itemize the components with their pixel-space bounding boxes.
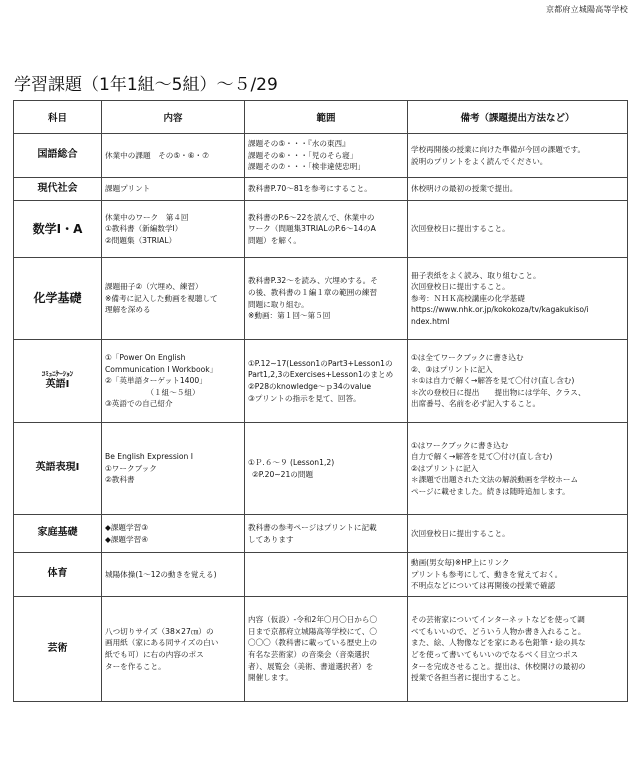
range-line: ②P28のknowledge～ｐ34のvalue [248,382,371,391]
notes-line: 休校明けの最初の授業で提出。 [411,184,518,194]
notes-line: どを使って書いてもいいのでなるべく目立つポス [411,650,579,659]
table-row [14,134,628,178]
range-line: 課題その⑤・・・『水の東西』 [248,139,350,149]
content-line: 課題プリント [105,184,151,194]
range-line: 教科書P.70～81を参考にすること。 [248,184,372,194]
table-row [14,178,628,201]
range-line: Part1,2,3のExercises+Lesson1のまとめ [248,370,394,380]
content-line: 理解を深める [105,305,151,315]
content-line: 紙でも可）に右の内容のポス [105,650,204,659]
range-line: 課題その⑥・・・「児のそら寝」 [248,150,358,160]
content-line: 休業中の課題 その⑤・⑥・⑦ [105,150,209,160]
content-line: ②「英単語ターゲット1400」 [105,376,207,386]
content-line: 課題冊子②（穴埋め、練習） [105,282,203,292]
range-line: 日まで京都府立城陽高等学校にて、〇 [248,626,377,636]
subject-name: 体育 [47,568,68,580]
notes-line: 説明のプリントをよく読んでください。 [411,156,548,166]
range-cell [245,597,408,702]
notes-line: 次回登校日に提出すること。 [411,224,510,234]
notes-line: プリントも参考にして、動きを覚えておく。 [411,569,563,579]
range-line: 開催します。 [248,673,293,683]
content-line: （１組～５組） [146,387,200,397]
subject-name: 化学基礎 [33,291,82,305]
range-line: 問題に取り組む。 [248,299,309,309]
table-row [14,340,628,423]
subject-name: 英語Ⅰ [45,379,70,391]
notes-line: 動画(男女毎)※HP上にリンク [411,558,510,568]
range-line: 有名な芸術家）の音楽会（音楽選択 [248,650,370,659]
range-cell [245,423,408,515]
header-range: 範囲 [245,101,408,134]
content-line: ①教科書（新編数学Ⅰ） [105,224,183,234]
notes-line: 次回登校日に提出すること。 [411,282,510,292]
notes-line: 冊子表紙をよく読み、取り組むこと。 [411,270,541,280]
subject-name: 国語総合 [37,149,78,161]
content-cell [102,515,245,553]
content-line: ◆課題学習④ [105,534,149,544]
content-line: 八つ切りサイズ（38×27㎝）の [105,626,214,636]
notes-line: 授業で各担当者に提出すること。 [411,673,525,683]
header-notes: 備考（課題提出方法など） [408,101,628,134]
subject-cell [14,423,102,515]
range-cell [245,201,408,258]
range-line: 課題その⑦・・・「検非違使忠明」 [248,162,365,172]
content-line: Be English Expression Ⅰ [105,452,194,462]
notes-line: その芸術家についてインターネットなどを使って調 [411,615,585,625]
content-cell [102,178,245,201]
notes-line: ＊課題で出題された文法の解説動画を学校ホーム [411,475,579,485]
notes-line: ページに載せました。続きは随時追加します。 [411,486,570,496]
range-line: してあります [248,534,294,544]
notes-line: べてもいいので、どういう人物か書き入れること。 [411,626,586,636]
subject-cell [14,515,102,553]
content-line: 休業中のワーク 第４回 [105,212,189,222]
content-cell [102,553,245,597]
content-line: 城陽体操(1～12の動きを覚える) [105,569,217,579]
page-title: 学習課題（1年1組～5組）～５/29 [14,75,278,95]
content-line: ③英語での自己紹介 [105,399,173,409]
notes-line: ＊次の登校日に提出 提出物には学年、クラス、 [411,387,586,397]
subject-cell [14,340,102,423]
range-line: ワーク（問題集3TRIALのP.6～14のA [248,224,376,234]
range-cell [245,515,408,553]
range-line: ※動画：第１回～第５回 [248,311,331,321]
table-row [14,258,628,340]
notes-cell [408,553,628,597]
table-header-row [14,101,628,134]
notes-line: 出席番号、名前を必ず記入すること。 [411,399,541,409]
range-line: ①P.12~17(Lesson1のPart3+Lesson1の [248,358,393,368]
range-cell [245,340,408,423]
notes-cell [408,515,628,553]
subject-cell [14,134,102,178]
range-line: 〇〇〇（教科書に載っている歴史上の [248,638,378,648]
subject-name: 英語表現Ⅰ [35,462,80,474]
notes-line: 次回登校日に提出すること。 [411,528,510,538]
notes-line: ①は全てワークブックに書き込む [411,353,524,363]
table-row [14,553,628,597]
range-line: 内容（仮設）-令和2年〇月〇日から〇 [248,615,378,625]
subject-cell [14,178,102,201]
notes-line: 不明点などについては再開後の授業で確認 [411,581,556,591]
notes-line: ②はプリントに記入 [411,463,479,473]
range-line: ①Ｐ.６～９ (Lesson1,2) [248,457,335,467]
subject-cell [14,597,102,702]
range-line: ②P.20~21の問題 [252,469,314,479]
notes-cell [408,201,628,258]
notes-line: ②、③はプリントに記入 [411,364,493,374]
notes-cell [408,597,628,702]
range-line: 教科書のP.6～22を読んで、休業中の [248,212,375,222]
content-cell [102,597,245,702]
range-line: 者）、展覧会（美術、書道選択者）を [248,661,374,671]
range-line: 問題）を解く。 [248,235,302,245]
range-cell [245,258,408,340]
range-cell [245,553,408,597]
range-cell [245,134,408,178]
content-line: ①ワークブック [105,463,157,473]
content-line: Communication Ⅰ Workbook」 [105,364,218,374]
notes-line: ＊①は自力で解く→解答を見て〇付け(直し含む) [411,376,575,386]
range-line: 教科書P.32～を読み、穴埋めする。そ [248,276,378,286]
notes-cell [408,340,628,423]
content-cell [102,340,245,423]
subject-cell [14,201,102,258]
range-cell [245,178,408,201]
assignment-table [13,100,628,702]
notes-link: https://www.nhk.or.jp/kokokoza/tv/kagakukiso/i [411,305,589,315]
content-line: ◆課題学習③ [105,522,149,532]
table-row [14,423,628,515]
content-cell [102,258,245,340]
notes-link: ndex.html [411,316,450,326]
notes-line: ターを完成させること。提出は、休校開けの最初の [411,661,586,671]
content-cell [102,134,245,178]
notes-line: 自力で解く→解答を見て〇付け(直し含む) [411,452,553,462]
subject-cell [14,553,102,597]
table-row [14,515,628,553]
content-cell [102,201,245,258]
subject-name-prefix: ｺﾐｭﾆｹｰｼｮﾝ [41,370,74,379]
notes-cell [408,423,628,515]
range-line: の後、教科書の１編１章の範囲の練習 [248,287,378,297]
subject-cell [14,258,102,340]
notes-cell [408,178,628,201]
range-line: 教科書の参考ページはプリントに記載 [248,522,377,532]
range-line: ③プリントの指示を見て、回答。 [248,393,361,403]
content-line: ①「Power On English [105,353,186,363]
table-row [14,597,628,702]
subject-name: 家庭基礎 [37,527,78,539]
school-name: 京都府立城陽高等学校 [546,5,628,14]
content-line: ②教科書 [105,475,135,485]
header-content: 内容 [102,101,245,134]
subject-name: 数学Ⅰ・A [32,221,83,236]
subject-name: 現代社会 [37,182,78,194]
content-cell [102,423,245,515]
notes-cell [408,258,628,340]
header-subject: 科目 [14,101,102,134]
content-line: ②問題集（3TRIAL） [105,235,177,245]
content-line: ※備考に記入した動画を視聴して [105,293,218,303]
notes-line: 参考：ＮＨＫ高校講座の化学基礎 [411,293,525,303]
notes-line: また、絵、人物像などを家にある色鉛筆・絵の具な [411,638,586,648]
notes-line: 学校再開後の授業に向けた準備が今回の課題です。 [411,144,586,154]
content-line: 画用紙（家にある同サイズの白い [105,638,219,648]
table-row [14,201,628,258]
notes-line: ①はワークブックに書き込む [411,440,509,450]
subject-name: 芸術 [47,642,68,654]
notes-cell [408,134,628,178]
content-line: ターを作ること。 [105,661,166,671]
